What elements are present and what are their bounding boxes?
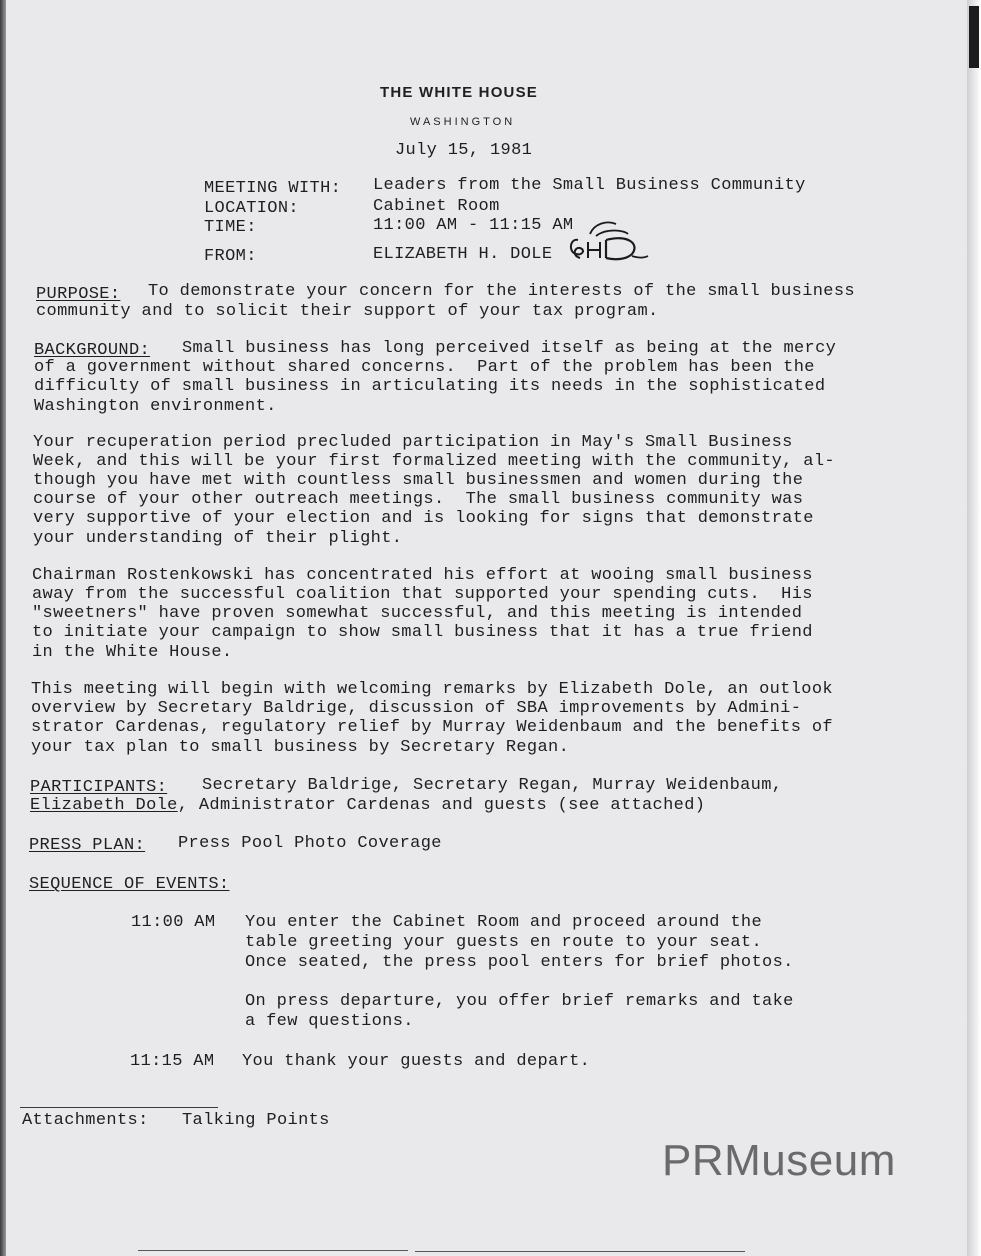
event-time-1: 11:00 AM (131, 913, 216, 932)
para3-line-4: to initiate your campaign to show small business that it has a true friend (32, 623, 813, 642)
signature-flourish (588, 220, 618, 236)
para4-line-4: your tax plan to small business by Secretary Regan. (31, 738, 570, 757)
event-1-line-3: Once seated, the press pool enters for brief photos. (245, 953, 794, 972)
background-line-1: Small business has long perceived itself as being at the mercy (182, 339, 837, 358)
participants-rest: , Administrator Cardenas and guests (see attached) (177, 796, 706, 815)
scan-line-2 (415, 1251, 745, 1252)
para4-line-3: strator Cardenas, regulatory relief by Murray Weidenbaum and the benefits of (31, 718, 833, 737)
time-value: 11:00 AM - 11:15 AM (373, 216, 574, 235)
scan-line-1 (138, 1250, 408, 1251)
purpose-label: PURPOSE: (36, 285, 121, 304)
letterhead-org: THE WHITE HOUSE (380, 84, 539, 101)
para2-line-5: very supportive of your election and is looking for signs that demonstrate (33, 509, 814, 528)
event-1-line-2: table greeting your guests en route to your seat. (245, 933, 763, 952)
purpose-line-2: community and to solicit their support of your tax program. (36, 302, 659, 321)
memo-date: July 15, 1981 (395, 141, 533, 160)
para2-line-6: your understanding of their plight. (33, 529, 403, 548)
page-right-edge (967, 0, 981, 1256)
para2-line-4: course of your other outreach meetings. The small business community was (33, 490, 804, 509)
attachments-label: Attachments: (22, 1111, 149, 1130)
press-plan-value: Press Pool Photo Coverage (178, 834, 442, 853)
purpose-line-1: To demonstrate your concern for the interests of the small business (148, 282, 855, 301)
participants-label: PARTICIPANTS: (30, 778, 168, 797)
binding-mark (969, 6, 979, 68)
sequence-label: SEQUENCE OF EVENTS: (29, 875, 230, 894)
meeting-label: MEETING WITH: (204, 179, 342, 198)
event-1-followup-1: On press departure, you offer brief remarks and take (245, 992, 794, 1011)
participants-line-2 (30, 796, 705, 815)
background-line-2: of a government without shared concerns. Part of the problem has been the (34, 358, 815, 377)
event-1-line-1: You enter the Cabinet Room and proceed around the (245, 913, 763, 932)
press-plan-label: PRESS PLAN: (29, 836, 146, 855)
from-label: FROM: (204, 247, 257, 266)
page-left-edge (0, 0, 6, 1256)
attachments-rule (20, 1107, 218, 1108)
participants-dole: Elizabeth Dole (30, 796, 178, 815)
participants-line-1: Secretary Baldrige, Secretary Regan, Murray Weidenbaum, (202, 776, 783, 795)
prmuseum-watermark: PRMuseum (662, 1136, 896, 1185)
event-time-2: 11:15 AM (130, 1052, 215, 1071)
para3-line-3: "sweetners" have proven somewhat successful, and this meeting is intended (32, 604, 803, 623)
location-value: Cabinet Room (373, 197, 500, 216)
attachments-value: Talking Points (182, 1111, 330, 1130)
para2-line-1: Your recuperation period precluded participation in May's Small Business (33, 433, 793, 452)
meeting-value: Leaders from the Small Business Community (373, 176, 806, 195)
background-line-4: Washington environment. (34, 397, 277, 416)
time-label: TIME: (204, 218, 257, 237)
para3-line-1: Chairman Rostenkowski has concentrated his effort at wooing small business (32, 566, 813, 585)
background-label: BACKGROUND: (34, 341, 151, 360)
para3-line-2: away from the successful coalition that supported your spending cuts. His (32, 585, 813, 604)
event-2-line-1: You thank your guests and depart. (242, 1052, 591, 1071)
para4-line-2: overview by Secretary Baldrige, discussion of SBA improvements by Admini- (31, 699, 802, 718)
para2-line-3: though you have met with countless small businessmen and women during the (33, 471, 804, 490)
background-line-3: difficulty of small business in articulating its needs in the sophisticated (34, 377, 826, 396)
letterhead-city: WASHINGTON (410, 116, 516, 128)
location-label: LOCATION: (204, 199, 299, 218)
para3-line-5: in the White House. (32, 643, 233, 662)
event-1-followup-2: a few questions. (245, 1012, 414, 1031)
para2-line-2: Week, and this will be your first formalized meeting with the community, al- (33, 452, 835, 471)
para4-line-1: This meeting will begin with welcoming remarks by Elizabeth Dole, an outlook (31, 680, 833, 699)
from-value: ELIZABETH H. DOLE (373, 245, 553, 264)
